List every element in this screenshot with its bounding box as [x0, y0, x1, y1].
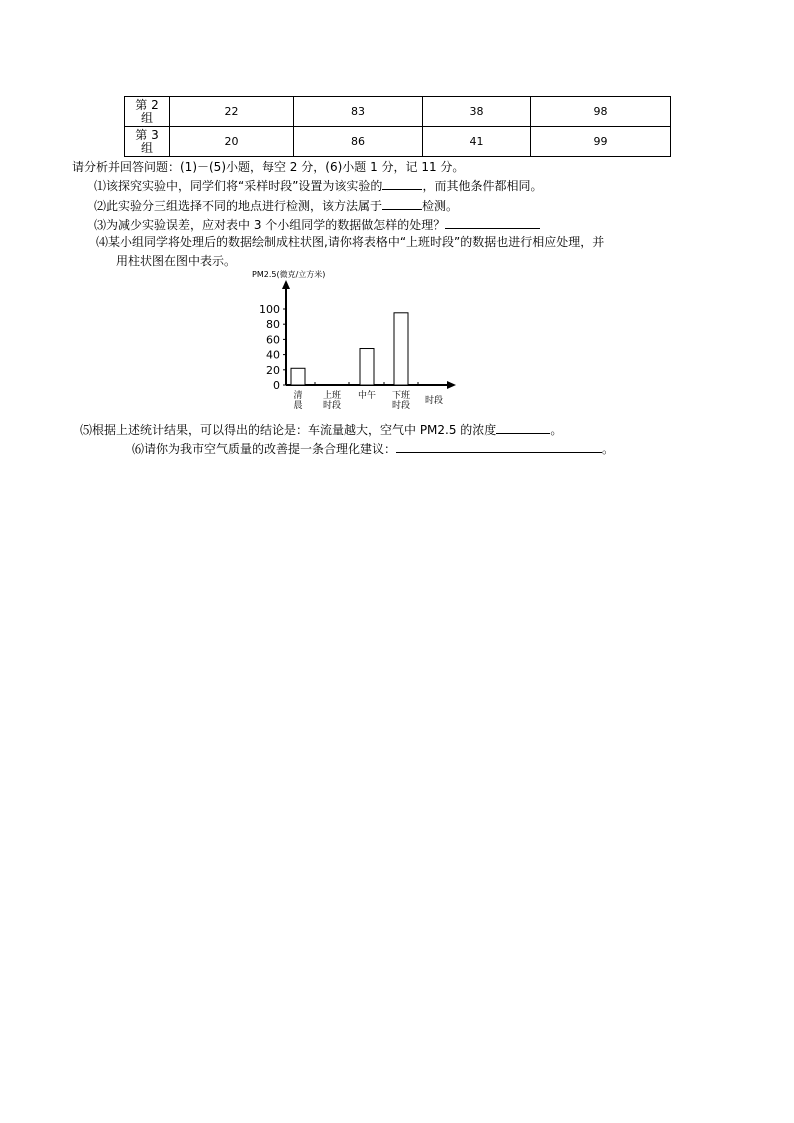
bar-1: [291, 368, 305, 385]
answer-blank-1[interactable]: [382, 177, 422, 190]
table-row: [125, 97, 671, 127]
x-axis-label: 时段: [424, 396, 444, 406]
answer-blank-5[interactable]: [496, 421, 550, 434]
data-table: [124, 96, 671, 157]
x-tick-label: 中午: [357, 391, 377, 401]
y-tick-label: 40: [266, 348, 280, 362]
y-tick-label: 60: [266, 333, 280, 347]
question-6: ⑹请你为我市空气质量的改善提一条合理化建议： 。: [132, 442, 615, 456]
table-cell: 99: [531, 127, 671, 157]
group-label: 第 3 组: [125, 127, 170, 157]
y-tick-label: 0: [273, 379, 280, 392]
question-1: ⑴该探究实验中，同学们将“采样时段”设置为该实验的 ，而其他条件都相同。: [94, 179, 543, 193]
x-tick-label: 上班时段: [322, 391, 342, 411]
group-label: 第 2 组: [125, 97, 170, 127]
x-tick-label: 下班时段: [391, 391, 411, 411]
table-cell: 41: [423, 127, 531, 157]
question-3: ⑶为减少实验误差，应对表中 3 个小组同学的数据做怎样的处理？: [94, 216, 540, 233]
bar-3: [360, 349, 374, 385]
table-cell: 38: [423, 97, 531, 127]
instructions: 请分析并回答问题：(1)－(5)小题，每空 2 分，(6)小题 1 分，记 11 分。: [72, 160, 465, 174]
table-cell: 86: [294, 127, 423, 157]
y-axis-arrow: [282, 280, 290, 289]
question-4-line-1: ⑷某小组同学将处理后的数据绘制成柱状图,请你将表格中“上班时段”的数据也进行相应处理，并: [96, 235, 605, 249]
y-tick-label: 20: [266, 363, 280, 377]
question-2: ⑵此实验分三组选择不同的地点进行检测，该方法属于 检测。: [94, 199, 459, 213]
table-cell: 83: [294, 97, 423, 127]
bar-chart: [244, 264, 464, 414]
y-axis-label: PM2.5(微克/立方米): [252, 270, 326, 279]
x-axis-arrow: [447, 381, 456, 389]
table-row: [125, 127, 671, 157]
answer-blank-2[interactable]: [382, 197, 422, 210]
table-cell: 22: [170, 97, 294, 127]
answer-blank-3[interactable]: [445, 216, 540, 229]
table-cell: 20: [170, 127, 294, 157]
y-tick-label: 100: [259, 303, 280, 316]
table-cell: 98: [531, 97, 671, 127]
question-4-line-2: 用柱状图在图中表示。: [116, 254, 237, 268]
question-5: ⑸根据上述统计结果，可以得出的结论是：车流量越大，空气中 PM2.5 的浓度 。: [80, 423, 563, 437]
x-tick-label: 清晨: [293, 391, 303, 411]
y-tick-label: 80: [266, 318, 280, 332]
answer-blank-6[interactable]: [396, 440, 602, 453]
bar-4: [394, 313, 408, 385]
